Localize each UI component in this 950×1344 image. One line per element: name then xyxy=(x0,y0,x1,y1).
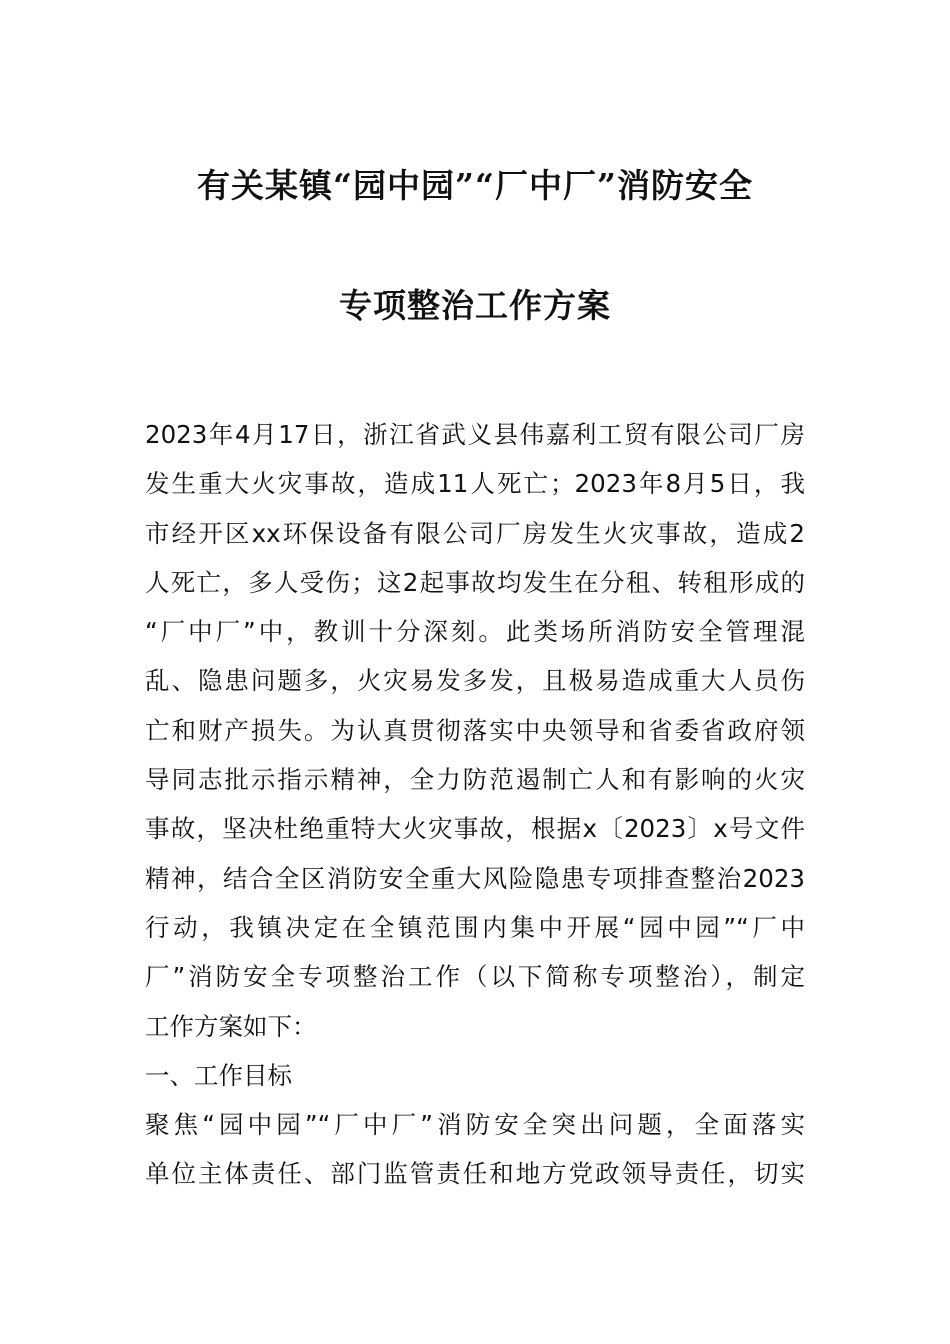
document-title-line-1: 有关某镇“园中园”“厂中厂”消防安全 xyxy=(197,166,753,205)
body-line: 亡和财产损失。为认真贯彻落实中央领导和省委省政府领 xyxy=(145,715,805,745)
body-line: 精神，结合全区消防安全重大风险隐患专项排查整治2023 xyxy=(145,863,805,893)
body-line: 单位主体责任、部门监管责任和地方党政领导责任，切实 xyxy=(145,1159,805,1189)
body-line: 聚焦“园中园”“厂中厂”消防安全突出问题，全面落实 xyxy=(145,1110,805,1140)
body-line: 市经开区xx环保设备有限公司厂房发生火灾事故，造成2 xyxy=(145,518,805,548)
body-line: 人死亡，多人受伤；这2起事故均发生在分租、转租形成的 xyxy=(145,567,805,597)
section-heading: 一、工作目标 xyxy=(145,1060,292,1090)
document-title-line-2: 专项整治工作方案 xyxy=(339,286,611,325)
body-line: 发生重大火灾事故，造成11人死亡；2023年8月5日，我 xyxy=(145,469,805,499)
body-line: 2023年4月17日，浙江省武义县伟嘉利工贸有限公司厂房 xyxy=(145,420,805,449)
document-body xyxy=(145,410,805,1199)
body-line: 行动，我镇决定在全镇范围内集中开展“园中园”“厂中 xyxy=(145,912,805,942)
body-line: 导同志批示指示精神，全力防范遏制亡人和有影响的火灾 xyxy=(145,765,805,795)
body-line: 工作方案如下： xyxy=(145,1011,317,1041)
body-line: 事故，坚决杜绝重特大火灾事故，根据x〔2023〕x号文件 xyxy=(145,814,805,844)
body-line: “厂中厂”中，教训十分深刻。此类场所消防安全管理混 xyxy=(145,617,805,647)
body-line: 厂”消防安全专项整治工作（以下简称专项整治），制定 xyxy=(145,962,805,992)
body-line: 乱、隐患问题多，火灾易发多发，且极易造成重大人员伤 xyxy=(145,666,805,696)
